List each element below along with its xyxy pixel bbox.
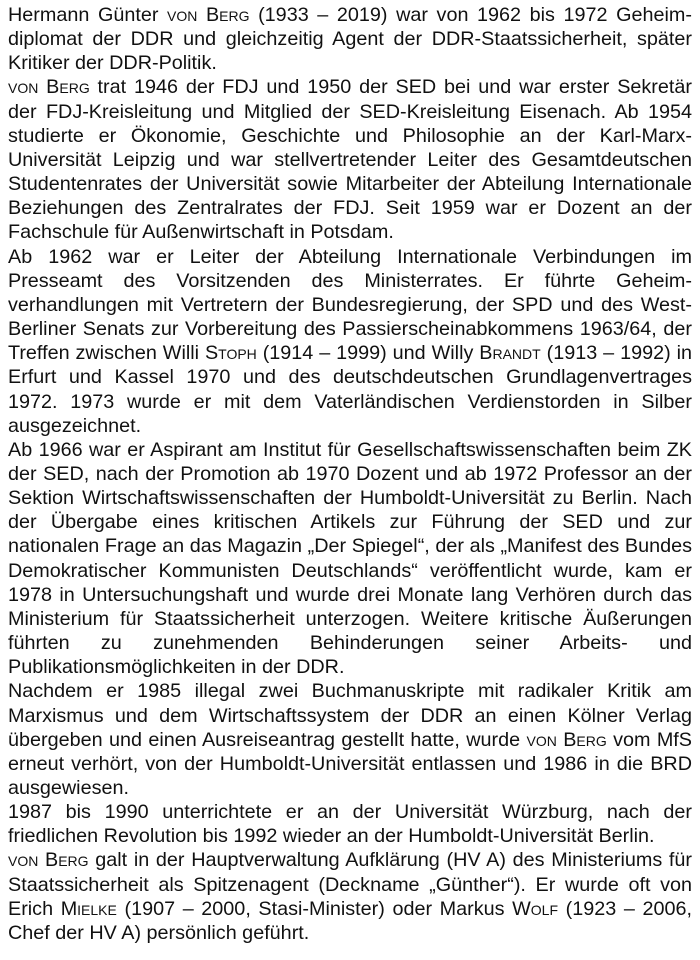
paragraph-ministerrat — [8, 245, 692, 438]
surname-von-berg: von Berg — [526, 728, 607, 751]
text-run: Nachdem er 1985 illegal zwei Buchmanuskripte mit radikaler Kritik am Marxismus und dem Wirtschaftssystem der DDR an einen Kölner Verlag übergeben und einen Ausreiseantrag gestellt hatte, wurde — [8, 680, 692, 751]
surname-wolf: Wolf — [512, 897, 559, 920]
surname-von-berg: von Berg — [8, 849, 89, 872]
paragraph-academic-career — [8, 438, 692, 680]
text-run: (1923 – 2006, Chef der HV A) persönlich geführt. — [8, 897, 692, 944]
text-run: trat 1946 der FDJ und 1950 der SED bei und war erster Sekretär der FDJ-Kreisleitung und Mitglied der SED-Kreisleitung Eisenach. Ab 1954 studierte er Ökonomie, Geschichte und Philosophie an der Karl-Marx-Universität Leipzig und war stellvertretender Leiter des Gesamtdeutschen Studentenrates der Universität sowie Mitarbeiter der Abteilung Internationale Beziehungen des Zentralrates der FDJ. Seit 1959 war er Dozent an der Fachschule für Außenwirtschaft in Potsdam. — [8, 76, 692, 244]
surname-brandt: Brandt — [479, 342, 541, 365]
text-run: 1987 bis 1990 unterrichtete er an der Universität Würzburg, nach der friedlichen Revolution bis 1992 wieder an der Humboldt-Universität Berlin. — [8, 801, 692, 848]
text-run: vom MfS erneut verhört, von der Humboldt-Universität entlassen und 1986 in die BRD ausgewiesen. — [8, 728, 693, 799]
paragraph-wuerzburg — [8, 800, 692, 848]
paragraph-expulsion — [8, 679, 692, 800]
paragraph-intro — [8, 3, 692, 75]
paragraph-early-career — [8, 75, 692, 244]
text-run: (1914 – 1999) und Willy — [256, 342, 480, 365]
surname-mielke: Mielke — [60, 897, 117, 920]
text-run: (1913 – 1992) in Erfurt und Kassel 1970 und des deutschdeutschen Grundlagenvertrages 1972. 1973 wurde er mit dem Vaterländischen Verdienstorden in Silber ausgezeichnet. — [8, 342, 692, 437]
paragraph-hva-agent — [8, 848, 692, 945]
text-run: galt in der Hauptverwaltung Aufklärung (HV A) des Ministeriums für Staatssicherheit als Spitzenagent (Deckname „Günther“). Er wurde oft von Erich — [8, 849, 692, 920]
text-run: Ab 1966 war er Aspirant am Institut für Gesellschaftswissenschaften beim ZK der SED, nach der Promotion ab 1970 Dozent und ab 1972 Professor an der Sektion Wirtschaftswissenschaften der Humboldt-Universität zu Berlin. Nach der Übergabe eines kritischen Artikels zur Führung der SED und zur nationalen Frage an das Magazin „Der Spiegel“, der als „Manifest des Bundes Demokratischer Kommunisten Deutschlands“ veröffentlicht wurde, kam er 1978 in Untersuchungshaft und wurde drei Monate lang Verhören durch das Ministerium für Staatssicherheit unterzogen. Weitere kritische Äußerungen führten zu zunehmenden Behinderungen seiner Arbeits- und Publikationsmöglichkeiten in der DDR. — [8, 438, 692, 679]
text-run: Ab 1962 war er Leiter der Abteilung Internationale Verbindungen im Presseamt des Vorsitzenden des Ministerrates. Er führte Geheimverhandlungen mit Vertretern der Bundesregierung, der SPD und des West-Berliner Senats zur Vorbereitung des Passierscheinabkommens 1963/64, der Treffen zwischen Willi — [8, 245, 692, 365]
surname-von-berg: von Berg — [167, 4, 250, 26]
surname-von-berg: von Berg — [8, 76, 90, 99]
text-run: Hermann Günter — [8, 4, 168, 26]
text-run: (1907 – 2000, Stasi-Minister) oder Markus — [116, 897, 513, 920]
text-run: (1933 – 2019) war von 1962 bis 1972 Geheimdiplomat der DDR und gleichzeitig Agent der DDR-Staatssicherheit, später Kritiker der DDR-Politik. — [8, 4, 692, 75]
surname-stoph: Stoph — [204, 342, 257, 365]
